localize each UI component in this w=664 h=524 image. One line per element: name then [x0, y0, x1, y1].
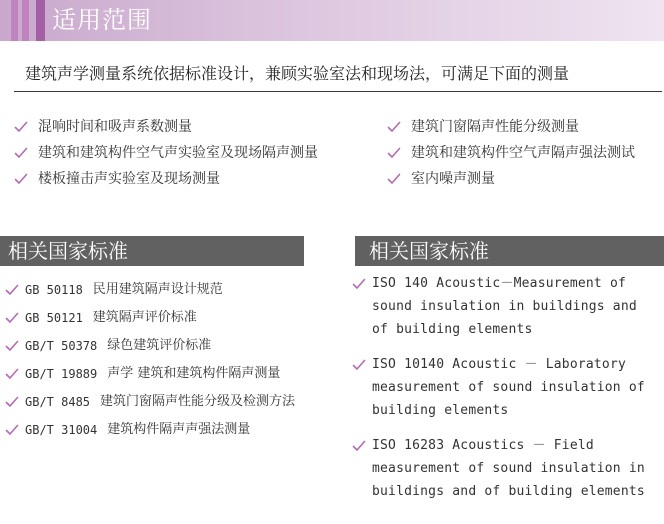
list-item [387, 140, 635, 166]
list-item [387, 114, 635, 140]
standard-code: GB/T 8485 [25, 395, 91, 409]
iso-standard-item [352, 353, 657, 422]
header-banner [0, 0, 664, 41]
iso-standard-line: ISO 140 Acoustic－Measurement of [372, 276, 626, 291]
section-header-international-standards: 相关国家标准 [355, 236, 664, 266]
iso-standard-line: ISO 16283 Acoustics － Field [372, 438, 594, 453]
checkmark-icon [387, 172, 401, 186]
list-item-label: 建筑和建筑构件空气声隔声强法测试 [411, 145, 635, 161]
standard-name: 声学 建筑和建筑构件隔声测量 [107, 366, 281, 381]
iso-standard-line: buildings and of building elements [372, 484, 645, 499]
banner-stripe [36, 0, 45, 41]
standard-name: 建筑构件隔声声强法测量 [107, 422, 251, 437]
banner-stripe [22, 0, 29, 41]
list-item-label: 室内噪声测量 [411, 171, 495, 187]
banner-title: 适用范围 [52, 6, 152, 34]
gb-standards-list [5, 276, 295, 444]
checkmark-icon [5, 283, 19, 297]
standard-item [5, 388, 295, 416]
iso-standard-line: ISO 10140 Acoustic － Laboratory [372, 357, 626, 372]
standard-item [5, 276, 295, 304]
iso-standard-line: measurement of sound insulation of [372, 380, 645, 395]
standard-name: 绿色建筑评价标准 [107, 338, 212, 353]
standard-code: GB/T 31004 [25, 423, 98, 437]
list-item [387, 166, 635, 192]
standard-item [5, 416, 295, 444]
checkmark-icon [14, 120, 28, 134]
iso-standard-item [352, 434, 657, 503]
standard-item [5, 360, 295, 388]
standard-name: 建筑隔声评价标准 [92, 310, 197, 325]
application-list-right [387, 114, 635, 192]
list-item-label: 混响时间和吸声系数测量 [38, 119, 192, 135]
standard-code: GB/T 19889 [25, 367, 98, 381]
iso-standards-list [352, 272, 657, 515]
list-item [14, 114, 318, 140]
checkmark-icon [5, 423, 19, 437]
checkmark-icon [352, 277, 366, 291]
section-header-national-standards: 相关国家标准 [0, 236, 304, 266]
checkmark-icon [5, 395, 19, 409]
list-item [14, 166, 318, 192]
iso-standard-item [352, 272, 657, 341]
checkmark-icon [5, 339, 19, 353]
checkmark-icon [387, 120, 401, 134]
checkmark-icon [352, 439, 366, 453]
standard-name: 建筑门窗隔声性能分级及检测方法 [100, 394, 296, 409]
list-item-label: 建筑门窗隔声性能分级测量 [411, 119, 579, 135]
list-item-label: 楼板撞击声实验室及现场测量 [38, 171, 220, 187]
standard-code: GB 50121 [25, 311, 83, 325]
checkmark-icon [352, 358, 366, 372]
list-item-label: 建筑和建筑构件空气声实验室及现场隔声测量 [38, 145, 318, 161]
checkmark-icon [5, 311, 19, 325]
standard-item [5, 332, 295, 360]
standard-code: GB 50118 [25, 283, 83, 297]
iso-standard-line: measurement of sound insulation in [372, 461, 645, 476]
list-item [14, 140, 318, 166]
iso-standard-line: of building elements [372, 322, 533, 337]
application-list-left [14, 114, 318, 192]
standard-item [5, 304, 295, 332]
iso-standard-line: building elements [372, 403, 509, 418]
standard-code: GB/T 50378 [25, 339, 98, 353]
banner-stripe [11, 0, 18, 41]
checkmark-icon [14, 172, 28, 186]
checkmark-icon [387, 146, 401, 160]
standard-name: 民用建筑隔声设计规范 [92, 282, 223, 297]
divider [14, 91, 662, 92]
iso-standard-line: sound insulation in buildings and [372, 299, 637, 314]
intro-text: 建筑声学测量系统依据标准设计，兼顾实验室法和现场法，可满足下面的测量 [25, 64, 570, 83]
checkmark-icon [5, 367, 19, 381]
checkmark-icon [14, 146, 28, 160]
